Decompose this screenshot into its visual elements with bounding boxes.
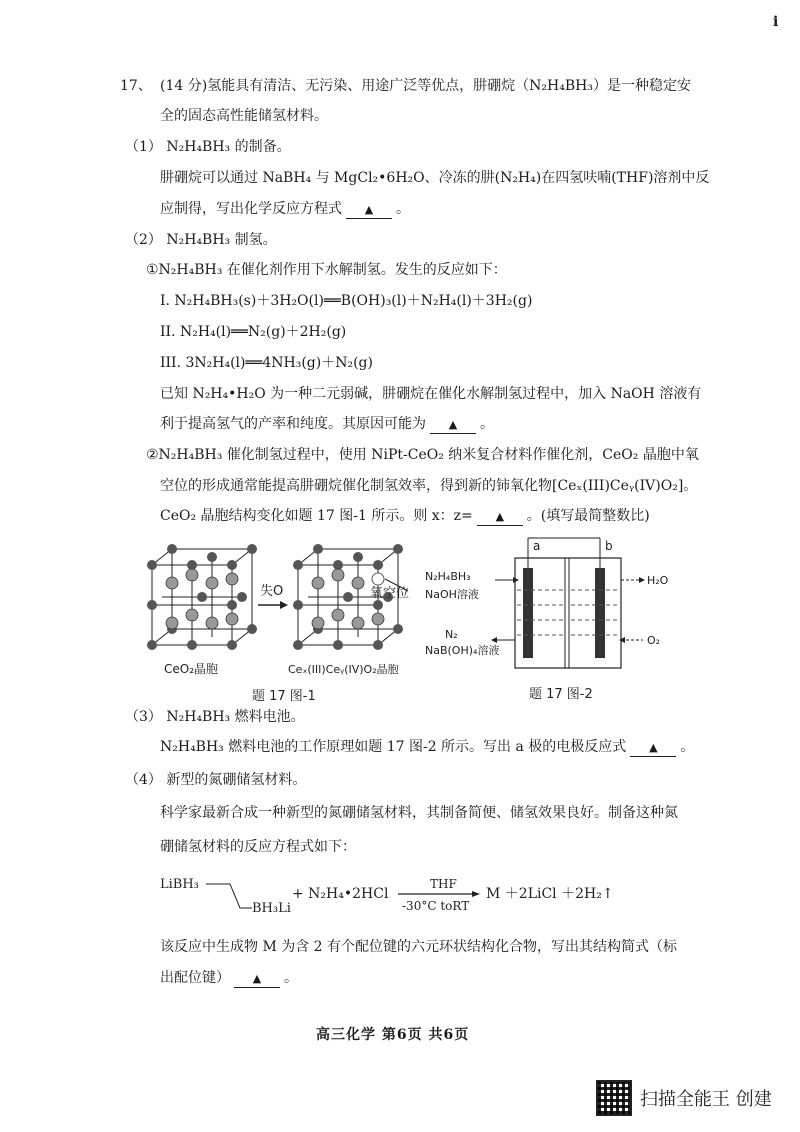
- reaction-III: III. 3N₂H₄(l)══4NH₃(g)＋N₂(g): [160, 355, 373, 371]
- electrode-a-label: a: [533, 539, 541, 553]
- watermark-text: 扫描全能王 创建: [640, 1089, 772, 1110]
- period: 。: [680, 739, 695, 755]
- question-number: 17、: [120, 78, 152, 94]
- period: 。: [480, 416, 494, 432]
- cell2-label: Ceₓ(III)Ceᵧ(IV)O₂晶胞: [288, 663, 399, 676]
- naboh4-output-label: NaB(OH)₄溶液: [425, 644, 500, 657]
- part4-text-3: 该反应中生成物 M 为含 2 有个配位键的六元环状结构化合物，写出其结构简式（标: [160, 939, 678, 955]
- figure-17-2: [425, 530, 675, 710]
- vacancy-label: 氧空位: [370, 586, 410, 601]
- triangle-icon: ▲: [364, 203, 374, 216]
- triangle-icon: ▲: [495, 510, 505, 523]
- period: 。: [396, 201, 410, 217]
- reactant-top: LiBH₃: [160, 877, 199, 892]
- fig2-caption: 题 17 图-2: [529, 687, 593, 702]
- answer-blank[interactable]: [234, 970, 280, 988]
- part2-2-text-2: 空位的形成通常能提高肼硼烷催化制氢效率，得到新的铈氧化物[Ceₓ(III)Ceᵧ(IV)O₂]。: [160, 478, 698, 494]
- part2-1-intro: ①N₂H₄BH₃ 在催化剂作用下水解制氢。发生的反应如下：: [146, 262, 507, 278]
- fuel-input-label: N₂H₄BH₃: [425, 570, 471, 583]
- part3-heading: （3） N₂H₄BH₃ 燃料电池。: [125, 709, 305, 725]
- qr-code-icon: [596, 1080, 632, 1116]
- electrode-a: [523, 568, 533, 658]
- triangle-icon: ▲: [448, 418, 458, 431]
- products: M ＋2LiCl ＋2H₂↑: [486, 886, 614, 902]
- naoh-input-label: NaOH溶液: [425, 588, 479, 601]
- oxygen-vacancy: [372, 573, 384, 585]
- triangle-icon: ▲: [649, 741, 658, 754]
- part2-1-text-2-body: 利于提高氢气的产率和纯度。其原因可能为: [160, 416, 426, 432]
- intro-line-2: 全的固态高性能储氢材料。: [160, 108, 328, 124]
- part3-text-body: N₂H₄BH₃ 燃料电池的工作原理如题 17 图-2 所示。写出 a 极的电极反应式: [160, 739, 627, 755]
- arrow-bottom-condition: -30°C toRT: [402, 899, 470, 913]
- part3-text: [160, 737, 694, 757]
- part2-2-text-3a: CeO₂ 晶胞结构变化如题 17 图-1 所示。则 x：z=: [160, 508, 473, 524]
- electrode-b: [595, 568, 605, 658]
- water-output-label: H₂O: [647, 574, 669, 587]
- part2-1-text-2: [160, 414, 494, 434]
- part4-text-2: 硼储氢材料的反应方程式如下：: [160, 839, 356, 855]
- arrow-label: 失O: [260, 584, 284, 599]
- reaction-II: II. N₂H₄(l)══N₂(g)＋2H₂(g): [160, 324, 347, 340]
- electrode-b-label: b: [605, 539, 613, 553]
- part2-heading: （2） N₂H₄BH₃ 制氢。: [125, 232, 277, 248]
- o2-input-label: O₂: [647, 634, 661, 647]
- page-footer: 高三化学 第6页 共6页: [316, 1027, 470, 1043]
- intro-line-1: (14 分)氢能具有清洁、无污染、用途广泛等优点，肼硼烷（N₂H₄BH₃）是一种稳定安: [160, 78, 691, 94]
- answer-blank[interactable]: [430, 416, 476, 434]
- part4-text-4: [160, 968, 298, 988]
- part4-heading: （4） 新型的氮硼储氢材料。: [125, 772, 307, 788]
- figure-17-1: [140, 535, 410, 710]
- part4-text-1: 科学家最新合成一种新型的氮硼储氢材料，其制备简便、储氢效果良好。制备这种氮: [160, 805, 678, 821]
- part4-text-4-body: 出配位键）: [160, 970, 230, 986]
- reaction-I: I. N₂H₄BH₃(s)＋3H₂O(l)══B(OH)₃(l)＋N₂H₄(l)＋3H₂(g): [160, 293, 533, 309]
- scanner-watermark: [596, 1080, 772, 1116]
- answer-blank[interactable]: [630, 739, 676, 757]
- n2-output-label: N₂: [445, 628, 458, 641]
- plus-reagent: + N₂H₄•2HCl: [292, 886, 389, 902]
- page-corner-mark: i: [773, 14, 779, 30]
- part2-2-text-3: [160, 506, 650, 526]
- reactant-bottom: BH₃Li: [252, 901, 291, 916]
- arrow-top-condition: THF: [430, 877, 457, 891]
- reaction-equation: [160, 870, 620, 930]
- answer-blank[interactable]: [346, 201, 392, 219]
- fig1-caption: 题 17 图-1: [252, 689, 316, 704]
- part1-text-1: 肼硼烷可以通过 NaBH₄ 与 MgCl₂•6H₂O、冷冻的肼(N₂H₄)在四氢呋喃(THF)溶剂中反: [160, 170, 710, 186]
- part1-text-2: [160, 199, 410, 219]
- triangle-icon: ▲: [252, 972, 262, 985]
- answer-blank[interactable]: [477, 508, 523, 526]
- part2-1-text-1: 已知 N₂H₄•H₂O 为一种二元弱碱，肼硼烷在催化水解制氢过程中，加入 NaOH 溶液有: [160, 386, 702, 402]
- period: 。: [284, 970, 298, 986]
- part2-2-text-3b: 。(填写最简整数比): [526, 508, 650, 524]
- part2-2-text-1: ②N₂H₄BH₃ 催化制氢过程中，使用 NiPt-CeO₂ 纳米复合材料作催化剂，CeO₂ 晶胞中氧: [146, 447, 699, 463]
- cell1-label: CeO₂晶胞: [164, 662, 219, 676]
- part1-text-2-body: 应制得，写出化学反应方程式: [160, 201, 342, 217]
- part1-heading: （1） N₂H₄BH₃ 的制备。: [125, 139, 291, 155]
